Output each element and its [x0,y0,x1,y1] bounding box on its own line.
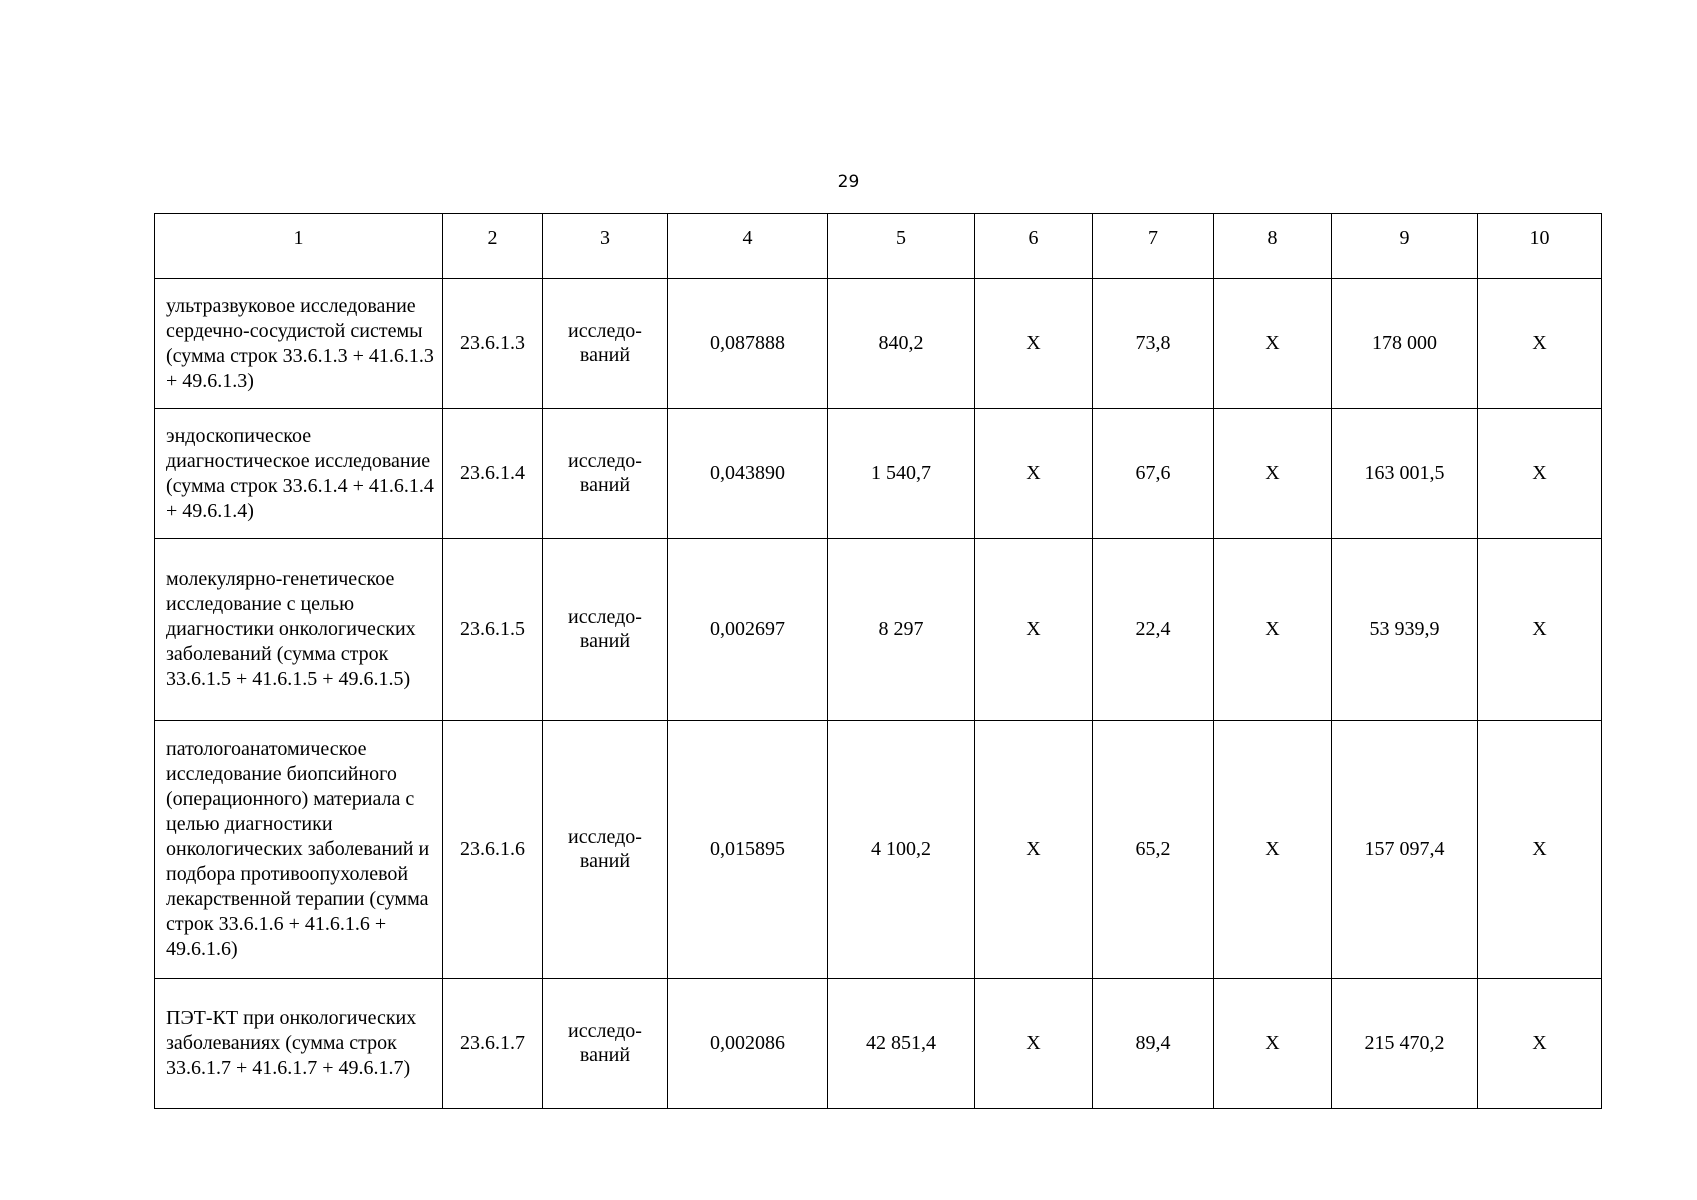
unit-label: исследо- ваний [568,320,642,366]
row-code-cell: 23.6.1.3 [443,279,543,409]
table-cell: 0,002086 [668,979,828,1109]
row-code-cell: 23.6.1.7 [443,979,543,1109]
table-cell: 157 097,4 [1332,721,1478,979]
unit-label: исследо- ваний [568,826,642,872]
row-name-cell: молекулярно-генетическое исследование с целью диагностики онкологических заболеваний (сумма строк 33.6.1.5 + 41.6.1.5 + 49.6.1.5) [155,539,443,721]
table-cell: 178 000 [1332,279,1478,409]
table-cell: Х [1478,279,1602,409]
table-cell: 65,2 [1093,721,1214,979]
row-unit-cell [543,721,668,979]
table-cell: 67,6 [1093,409,1214,539]
table-row [155,279,1602,409]
table-cell: Х [1214,539,1332,721]
row-unit-cell [543,539,668,721]
table-row [155,721,1602,979]
table-cell: Х [1478,539,1602,721]
unit-label: исследо- ваний [568,450,642,496]
table-cell: 215 470,2 [1332,979,1478,1109]
column-header: 10 [1478,214,1602,279]
table-cell: 42 851,4 [828,979,975,1109]
column-header: 2 [443,214,543,279]
row-unit-cell [543,279,668,409]
row-unit-cell [543,409,668,539]
row-code-cell: 23.6.1.5 [443,539,543,721]
row-code-cell: 23.6.1.6 [443,721,543,979]
data-table [154,213,1602,1109]
table-cell: 53 939,9 [1332,539,1478,721]
page-number: 29 [837,172,860,192]
column-header: 9 [1332,214,1478,279]
unit-label: исследо- ваний [568,1020,642,1066]
row-name-cell: ультразвуковое исследование сердечно-сосудистой системы (сумма строк 33.6.1.3 + 41.6.1.3 + 49.6.1.3) [155,279,443,409]
column-header: 7 [1093,214,1214,279]
table-cell: 89,4 [1093,979,1214,1109]
table-cell: 0,015895 [668,721,828,979]
table-cell: Х [975,409,1093,539]
table-cell: 0,087888 [668,279,828,409]
table-cell: Х [975,539,1093,721]
column-header: 4 [668,214,828,279]
table-cell: Х [975,979,1093,1109]
table-cell: Х [1214,721,1332,979]
table-cell: 8 297 [828,539,975,721]
row-name-cell: эндоскопическое диагностическое исследование (сумма строк 33.6.1.4 + 41.6.1.4 + 49.6.1.4) [155,409,443,539]
table-cell: 22,4 [1093,539,1214,721]
table-cell: Х [975,721,1093,979]
table-cell: 0,043890 [668,409,828,539]
table-cell: Х [1214,979,1332,1109]
table-cell: Х [1478,979,1602,1109]
table-cell: Х [1214,279,1332,409]
table-cell: 0,002697 [668,539,828,721]
column-header: 5 [828,214,975,279]
row-name-cell: патологоанатомическое исследование биопсийного (операционного) материала с целью диагностики онкологических заболеваний и подбора противоопухолевой лекарственной терапии (сумма строк 33.6.1.6 + 41.6.1.6 + 49.6.1.6) [155,721,443,979]
table-cell: Х [1478,721,1602,979]
row-name-cell: ПЭТ-КТ при онкологических заболеваниях (сумма строк 33.6.1.7 + 41.6.1.7 + 49.6.1.7) [155,979,443,1109]
table-cell: Х [1214,409,1332,539]
column-header: 1 [155,214,443,279]
table-cell: 4 100,2 [828,721,975,979]
row-code-cell: 23.6.1.4 [443,409,543,539]
column-header: 3 [543,214,668,279]
unit-label: исследо- ваний [568,606,642,652]
row-unit-cell [543,979,668,1109]
table-cell: 73,8 [1093,279,1214,409]
table-row [155,409,1602,539]
table-cell: Х [1478,409,1602,539]
column-header: 6 [975,214,1093,279]
table-cell: 840,2 [828,279,975,409]
header-row [155,214,1602,279]
table-row [155,979,1602,1109]
column-header: 8 [1214,214,1332,279]
table-cell: Х [975,279,1093,409]
table-cell: 1 540,7 [828,409,975,539]
table-row [155,539,1602,721]
table-cell: 163 001,5 [1332,409,1478,539]
